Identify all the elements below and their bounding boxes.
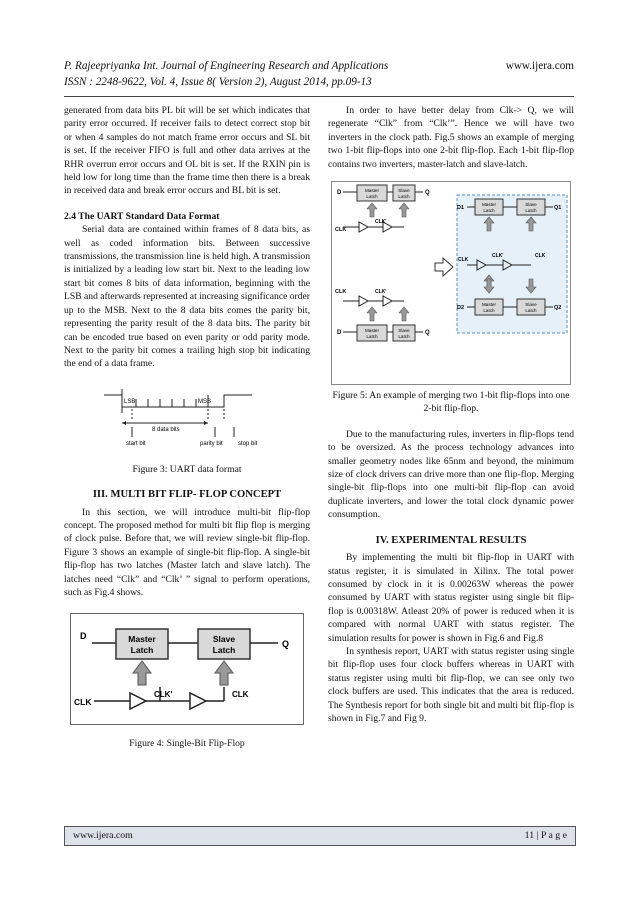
fig5-master-m2: Master xyxy=(481,302,497,308)
footer-page-number: 11 | P a g e xyxy=(524,830,567,841)
figure-single-bit-flip-flop xyxy=(70,613,304,725)
fig4-slave-latch-label: Latch xyxy=(212,645,236,656)
left-column xyxy=(64,104,310,751)
fig5-slave-top-label: Slave xyxy=(398,188,410,194)
fig4-clk-label: CLK xyxy=(74,697,92,708)
fig3-databits-label: 8 data bits xyxy=(152,426,180,433)
right-column xyxy=(328,104,574,725)
fig5-q1-label: Q1 xyxy=(554,205,562,212)
fig5-q2-label: Q2 xyxy=(554,305,562,312)
paragraph-error-bits: generated from data bits PL bit will be set which indicates that parity error occurred. If receiver fails to detect correct stop bit or when 4 samples do not match frame error occurs and SL bit is set. If the receiver FIFO is full and other data arrives at the RHR overrun error occurs and OL bit is set. If the RXIN pin is held low for long time than the frame time then there is a break in received data and break error occurs and BL bit is set. xyxy=(64,105,310,197)
figure-uart-data-format xyxy=(102,381,272,457)
fig5-latch-bottom-m: Latch xyxy=(366,334,378,340)
fig5-master-top-label: Master xyxy=(364,188,380,194)
fig5-slave-bottom-label: Slave xyxy=(398,328,410,334)
fig5-slave-m2: Slave xyxy=(525,302,537,308)
section-heading-experimental-results: IV. EXPERIMENTAL RESULTS xyxy=(375,534,527,546)
paragraph-clk-delay: In order to have better delay from Clk-> Q, we will regenerate “Clk” from “Clk’”. Hence we will have two inverters in the clock path. Fig.5 shows an example of merging two 1-bit flip-flops into one 2-bit flip-flop. Each 1-bit flip-flop contains two inverters, master-latch and slave-latch. xyxy=(328,105,574,170)
fig5-d1-label: D1 xyxy=(457,205,465,212)
header-issn: ISSN : 2248-9622, Vol. 4, Issue 8( Version 2), August 2014, pp.09-13 xyxy=(64,76,372,88)
fig5-d-bottom-label: D xyxy=(337,330,342,337)
fig4-clk-out-label: CLK xyxy=(232,690,249,700)
fig4-q-label: Q xyxy=(282,639,290,650)
fig5-clkp-bottom-label: CLK' xyxy=(375,289,387,296)
figure3-caption: Figure 3: UART data format xyxy=(132,463,242,475)
header-journal: P. Rajeepriyanka Int. Journal of Engineering Research and Applications xyxy=(64,60,389,72)
fig5-latch-s2: Latch xyxy=(525,308,537,314)
page-footer xyxy=(64,826,576,846)
figure5-caption: Figure 5: An example of merging two 1-bit flip-flops into one 2-bit flip-flop. xyxy=(332,390,570,415)
fig4-clkprime-label: CLK' xyxy=(154,690,173,700)
fig5-q-bottom-label: Q xyxy=(425,330,430,337)
paragraph-synthesis-report: In synthesis report, UART with status register using single bit flip-flop uses four clock buffers whereas in UART with status register using multi bit flip-flop, we can see only two clock buffers are used. This indicates that the area is reduced. The Synthesis report for both single bit and multi bit flip-flop is shown in Fig.7 and Fig 9. xyxy=(328,645,574,724)
fig5-master-bottom-label: Master xyxy=(364,328,380,334)
fig4-master-label: Master xyxy=(128,634,156,645)
fig5-latch-top-m: Latch xyxy=(366,194,378,200)
paragraph-manufacturing-rules: Due to the manufacturing rules, inverters in flip-flops tend to be oversized. As the process technology advances into smaller geometry nodes like 65nm and beyond, the minimum size of clock drivers can drive more than one flip-flop. Merging single-bit flip-flops into one multi-bit flip-flop can avoid duplicate inverters, and lower the total clock dynamic power consumption. xyxy=(328,428,574,521)
fig5-latch-top-s: Latch xyxy=(398,194,410,200)
paragraph-uart-format: Serial data are contained within frames of 8 data bits, as well as coded information bits. Between successive transmissions, the transmission line is held high. A transmission is initialized by a leading low start bit. Next to the leading low start bit comes 8 bits of data information, beginning with the LSB and afterwards represented at increasing significance order up to the MSB. Next to the 8 data bits comes the parity bit, representing the parity result of the 8 data bits. The parity bit can be encoded true based on even parity or odd parity mode. Next to the parity bit comes a trailing high stop bit indicating the end of a data frame. xyxy=(64,224,310,370)
footer-url[interactable]: www.ijera.com xyxy=(73,830,133,841)
fig5-latch-s1: Latch xyxy=(525,208,537,214)
fig5-master-m1: Master xyxy=(481,202,497,208)
header-url[interactable]: www.ijera.com xyxy=(505,60,574,72)
fig5-clk-top-label: CLK xyxy=(335,227,347,234)
fig5-slave-m1: Slave xyxy=(525,202,537,208)
running-header xyxy=(64,58,574,90)
fig3-msb-label: MSB xyxy=(198,398,212,405)
figure-merging-flip-flops xyxy=(331,181,571,385)
fig4-master-latch-label: Latch xyxy=(130,645,154,656)
fig5-latch-bottom-s: Latch xyxy=(398,334,410,340)
fig5-clk-merged-label: CLK xyxy=(458,257,469,264)
fig5-latch-m2: Latch xyxy=(483,308,495,314)
figure4-caption: Figure 4: Single-Bit Flip-Flop xyxy=(129,738,245,750)
paragraph-power-results: By implementing the multi bit flip-flop in UART with status register, it is simulated in Xilinx. The total power consumed by clock in it is 0.00263W whereas the power consumed by UART with status register using single bit flip-flop is 0.00318W. Atleast 20% of power is reduced when it is compared with normal UART with status register. The simulation results for power is shown in Fig.6 and Fig.8 xyxy=(328,552,574,644)
paragraph-multi-bit: In this section, we will introduce multi-bit flip-flop concept. The proposed method for multi bit flip flop is merging of clock pulse. Before that, we will review single-bit flip-flop. Figure 3 shows an example of single-bit flip-flop. A single-bit flip-flop has two latches (Master latch and slave latch). The latches need “Clk” and “Clk’ ” signal to perform operations, such as Fig.4 shows. xyxy=(64,506,310,598)
fig3-start-label: start bit xyxy=(126,440,146,447)
fig5-latch-m1: Latch xyxy=(483,208,495,214)
subsection-heading-uart-format: 2.4 The UART Standard Data Format xyxy=(64,210,220,222)
header-rule xyxy=(64,96,574,97)
fig5-clkp-merged-label: CLK' xyxy=(492,253,504,260)
fig4-d-label: D xyxy=(80,631,87,642)
fig5-clk-bottom-label: CLK xyxy=(335,289,347,296)
section-heading-multi-bit: III. MULTI BIT FLIP- FLOP CONCEPT xyxy=(92,489,282,501)
fig5-d2-label: D2 xyxy=(457,305,465,312)
fig3-stop-label: stop bit xyxy=(238,440,258,447)
fig5-q-top-label: Q xyxy=(425,190,430,197)
fig4-slave-label: Slave xyxy=(212,634,236,645)
fig3-parity-label: parity bit xyxy=(200,440,223,447)
fig3-lsb-label: LSB xyxy=(124,398,136,405)
fig5-clk-merged-out-label: CLK xyxy=(535,253,546,260)
fig5-clkp-top-label: CLK' xyxy=(375,219,387,226)
fig5-d-top-label: D xyxy=(337,190,342,197)
